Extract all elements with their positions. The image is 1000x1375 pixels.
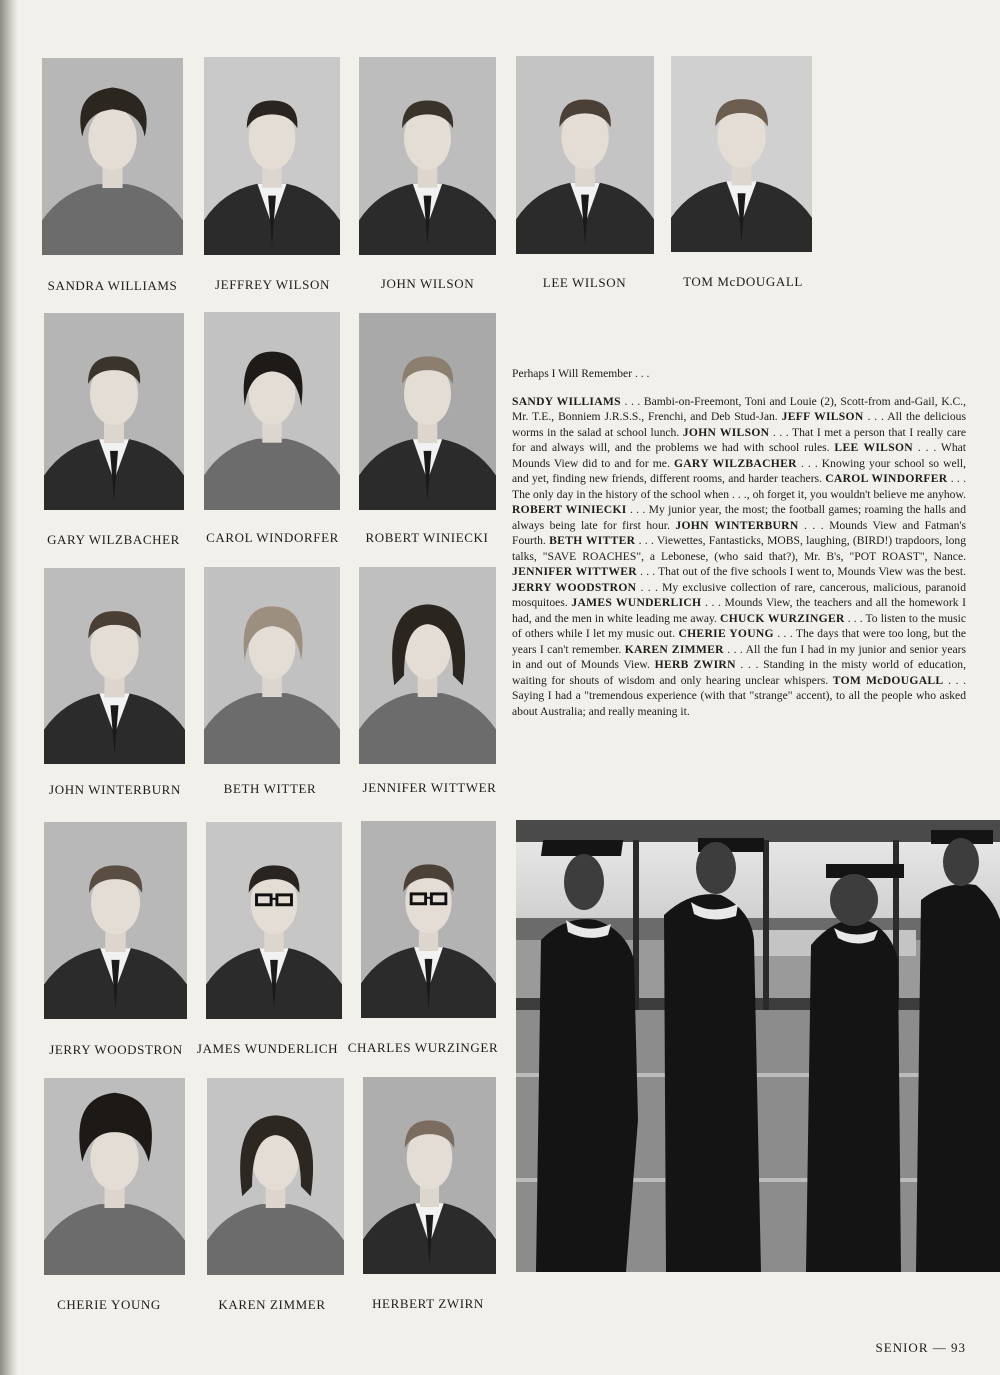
portrait-silhouette	[359, 567, 496, 764]
student-remembrance: . . . Saying I had a "tremendous experience (with that "strange" accent), to all the people who asked about Australia; and really meaning it.	[512, 673, 966, 718]
portrait-silhouette	[361, 821, 496, 1018]
student-remembrance: . . . What Mounds View did to and for me.	[512, 441, 967, 470]
student-remembrance: . . . Bambi-on-Freemont, Toni and Louie (2), Scott-from and-Gail, K.C., Mr. T.E., Bonniem J.R.S.S., Frenchi, and Deb Stud-Jan.	[512, 394, 966, 423]
portrait-caption: TOM McDOUGALL	[683, 274, 803, 289]
portrait-photo	[44, 568, 185, 764]
portrait-photo	[361, 821, 496, 1018]
portrait-caption: JENNIFER WITTWER	[362, 780, 497, 795]
student-name: LEE WILSON	[834, 441, 913, 454]
student-name: JERRY WOODSTRON	[512, 580, 637, 594]
student-remembrance: . . . That I met a person that I really care for and always will, and the problems we had with school rules.	[512, 425, 967, 454]
portrait-caption: JAMES WUNDERLICH	[196, 1041, 339, 1056]
student-name: JOHN WILSON	[682, 425, 770, 439]
portrait-photo	[204, 312, 340, 510]
portrait-photo	[204, 57, 340, 255]
portrait-photo	[359, 567, 496, 764]
portrait-caption: GARY WILZBACHER	[47, 532, 180, 547]
portrait-caption: JOHN WILSON	[380, 276, 475, 291]
portrait-photo	[671, 56, 812, 252]
student-remembrance: . . . The only day in the history of the school when . . ., oh forget it, you wouldn't believe me anyhow.	[512, 472, 966, 501]
portrait-silhouette	[44, 313, 184, 510]
student-name: CHERIE YOUNG	[678, 627, 774, 640]
student-remembrance: . . . Standing in the misty world of education, waiting for shouts of wisdom and only hearing unclear whispers.	[512, 658, 967, 687]
portrait-silhouette	[204, 312, 340, 510]
portrait-silhouette	[671, 56, 812, 252]
portrait-silhouette	[516, 56, 654, 254]
student-name: TOM McDOUGALL	[832, 673, 944, 687]
portrait-silhouette	[42, 58, 183, 255]
student-remembrance: . . . Mounds View, the teachers and all the homework I had, and the men in white leading me away.	[512, 596, 966, 625]
portrait-photo	[207, 1078, 344, 1275]
student-name: BETH WITTER	[549, 534, 636, 547]
graduates-at-window-image	[516, 820, 1000, 1272]
portrait-photo	[44, 1078, 185, 1275]
portrait-caption: JOHN WINTERBURN	[49, 782, 181, 797]
student-name: JEFF WILSON	[781, 410, 864, 423]
portrait-photo	[42, 58, 183, 255]
portrait-caption: JEFFREY WILSON	[215, 277, 330, 292]
student-name: ROBERT WINIECKI	[512, 503, 627, 516]
remembrance-text	[512, 366, 966, 719]
student-name: HERB ZWIRN	[654, 658, 736, 671]
portrait-silhouette	[206, 822, 342, 1019]
portrait-caption: ROBERT WINIECKI	[365, 530, 489, 545]
portrait-silhouette	[44, 568, 185, 764]
student-remembrance: . . . Viewettes, Fantasticks, MOBS, laughing, (BIRD!) trapdoors, long talks, "SAVE ROACHES", a Lebonese, (who said that?), Mr. B's, "POT ROAST", Nance.	[512, 534, 967, 563]
portrait-silhouette	[44, 1078, 185, 1275]
student-remembrance: . . . My exclusive collection of rare, cancerous, malicious, paranoid mosquitoes.	[512, 580, 966, 609]
remembrance-entries	[512, 394, 966, 720]
student-remembrance: . . . My junior year, the most; the football games; roaming the halls and always being late for first hour.	[512, 503, 966, 532]
portrait-silhouette	[44, 822, 187, 1019]
student-name: CHUCK WURZINGER	[720, 611, 845, 625]
portrait-silhouette	[204, 57, 340, 255]
portrait-caption: JERRY WOODSTRON	[49, 1042, 183, 1057]
page-binding-shadow	[0, 0, 18, 1375]
portrait-caption: CAROL WINDORFER	[206, 530, 339, 545]
portrait-photo	[206, 822, 342, 1019]
portrait-photo	[363, 1077, 496, 1274]
portrait-silhouette	[359, 57, 496, 255]
portrait-caption: LEE WILSON	[542, 275, 627, 290]
portrait-silhouette	[359, 313, 496, 510]
student-name: SANDY WILLIAMS	[512, 394, 621, 408]
student-remembrance: . . . Knowing your school so well, and yet, finding new friends, different rooms, and harder teachers.	[512, 456, 966, 485]
student-remembrance: . . . That out of the five schools I went to, Mounds View was the best.	[637, 565, 967, 578]
portrait-caption: BETH WITTER	[223, 781, 317, 796]
student-remembrance: . . . The days that were too long, but the years I can't remember.	[512, 627, 967, 656]
student-remembrance: . . . To listen to the music of others while I let my music out.	[512, 611, 966, 640]
portrait-silhouette	[207, 1078, 344, 1275]
portrait-caption: HERBERT ZWIRN	[372, 1296, 484, 1311]
remembrance-intro: Perhaps I Will Remember . . .	[512, 367, 650, 380]
student-remembrance: . . . All the fun I had in my junior and senior years in and out of Mounds View.	[512, 642, 966, 671]
portrait-caption: CHARLES WURZINGER	[347, 1040, 499, 1055]
portrait-photo	[44, 822, 187, 1019]
portrait-caption: CHERIE YOUNG	[57, 1297, 161, 1312]
portrait-photo	[44, 313, 184, 510]
portrait-caption: KAREN ZIMMER	[218, 1297, 326, 1312]
student-name: JAMES WUNDERLICH	[571, 596, 702, 609]
portrait-photo	[516, 56, 654, 254]
portrait-silhouette	[204, 567, 340, 764]
portrait-photo	[359, 313, 496, 510]
portrait-silhouette	[363, 1077, 496, 1274]
student-name: JOHN WINTERBURN	[675, 518, 799, 532]
student-remembrance: . . . Mounds View and Fatman's Fourth.	[512, 518, 967, 547]
student-name: KAREN ZIMMER	[624, 642, 724, 656]
student-remembrance: . . . All the delicious worms in the salad at school lunch.	[512, 410, 966, 439]
portrait-photo	[359, 57, 496, 255]
student-name: GARY WILZBACHER	[673, 456, 797, 470]
portrait-caption: SANDRA WILLIAMS	[47, 278, 178, 293]
student-name: CAROL WINDORFER	[825, 472, 948, 485]
page-number: SENIOR — 93	[875, 1340, 966, 1355]
portrait-photo	[204, 567, 340, 764]
graduation-photo	[516, 820, 1000, 1272]
student-name: JENNIFER WITTWER	[512, 565, 637, 578]
